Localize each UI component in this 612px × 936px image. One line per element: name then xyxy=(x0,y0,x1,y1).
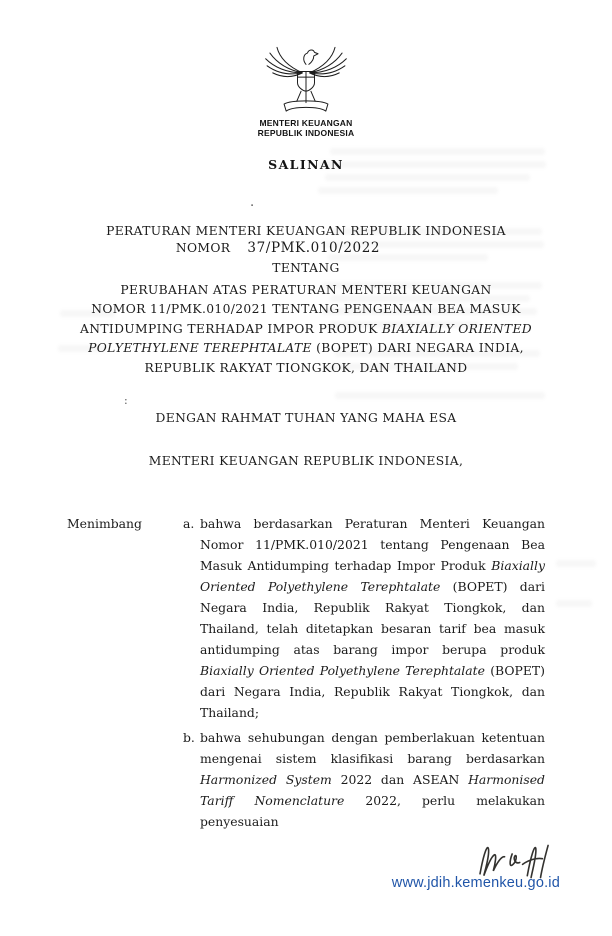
ministry-country: REPUBLIK INDONESIA xyxy=(257,127,355,138)
item-marker: a. xyxy=(183,516,195,531)
nomor-value: 37/PMK.010/2022 xyxy=(247,240,381,256)
regulation-number-row xyxy=(0,240,584,256)
item-marker: b. xyxy=(183,730,195,745)
stray-dot-mark: . xyxy=(250,195,255,210)
subject-line: REPUBLIK RAKYAT TIONGKOK, DAN THAILAND xyxy=(144,360,468,375)
menimbang-label: Menimbang xyxy=(67,516,142,531)
menimbang-item-a xyxy=(183,513,545,723)
subject-line: PERUBAHAN ATAS PERATURAN MENTERI KEUANGAN xyxy=(120,283,492,297)
jdih-footer-link[interactable]: www.jdih.kemenkeu.go.id xyxy=(391,875,560,891)
item-text: bahwa sehubungan dengan pemberlakuan ketentuan mengenai sistem klasifikasi barang berdasarkan Harmonized System 2022 dan ASEAN Harmonised Tariff Nomenclature 2022, perlu melakukan penyesuaian xyxy=(200,730,545,829)
subject-line: POLYETHYLENE TEREPHTALATE (BOPET) DARI NEGARA INDIA, xyxy=(88,341,524,356)
regulation-subject xyxy=(0,281,612,378)
menimbang-item-b xyxy=(183,727,545,832)
ministry-header xyxy=(0,119,612,138)
stray-colon-mark: : xyxy=(124,394,128,407)
item-text: bahwa berdasarkan Peraturan Menteri Keuangan Nomor 11/PMK.010/2021 tentang Pengenaan Bea Masuk Antidumping terhadap Impor Produk Biaxially Oriented Polyethylene Terephtalate (BOPET) dari Negara India, Republik Rakyat Tiongkok, dan Thailand, telah ditetapkan besaran tarif bea masuk antidumping atas barang impor berupa produk Biaxially Oriented Polyethylene Terephtalate (BOPET) dari Negara India, Republik Rakyat Tiongkok, dan Thailand; xyxy=(200,516,546,720)
invocation-line: DENGAN RAHMAT TUHAN YANG MAHA ESA xyxy=(155,411,457,425)
nomor-label: NOMOR xyxy=(175,241,231,255)
subject-line: ANTIDUMPING TERHADAP IMPOR PRODUK BIAXIALLY ORIENTED xyxy=(79,321,533,336)
salinan-label: SALINAN xyxy=(268,157,344,172)
tentang-label: TENTANG xyxy=(272,261,340,275)
menimbang-section xyxy=(67,513,545,832)
authority-line: MENTERI KEUANGAN REPUBLIK INDONESIA, xyxy=(148,454,464,468)
regulation-title: PERATURAN MENTERI KEUANGAN REPUBLIK INDONESIA xyxy=(106,224,506,238)
garuda-emblem-icon xyxy=(260,36,352,118)
subject-line: NOMOR 11/PMK.010/2021 TENTANG PENGENAAN BEA MASUK xyxy=(91,302,521,317)
ministry-name: MENTERI KEUANGAN xyxy=(259,118,353,128)
